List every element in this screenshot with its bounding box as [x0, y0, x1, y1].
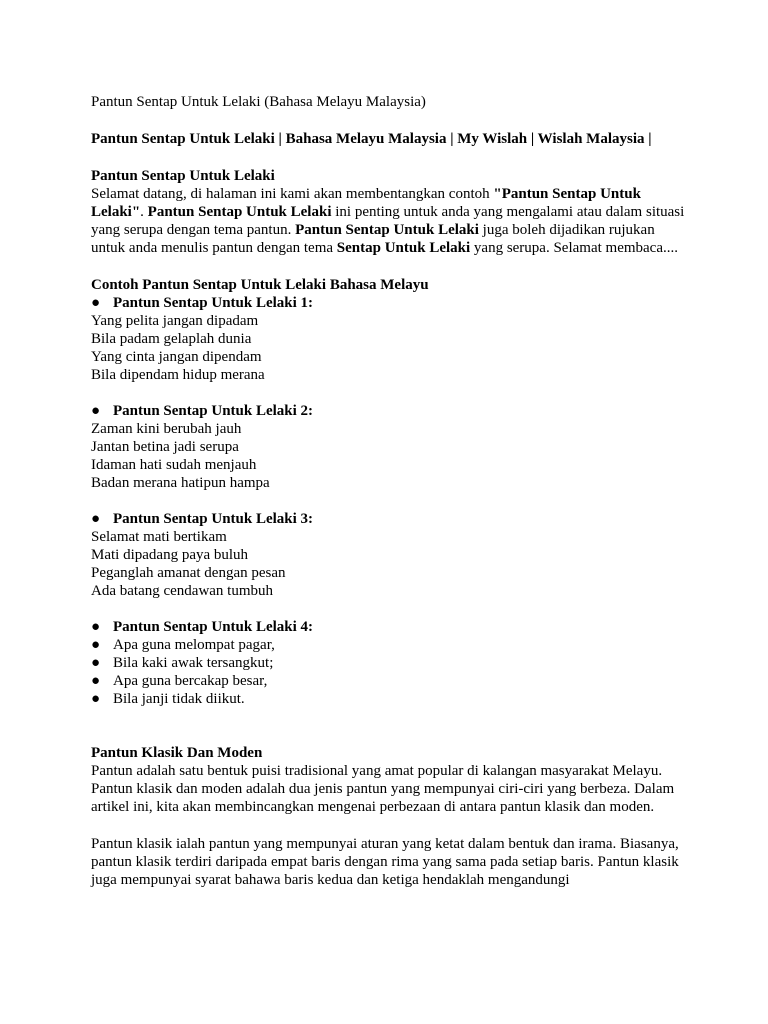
intro-bold-3: Pantun Sentap Untuk Lelaki — [295, 222, 479, 238]
pantun-bullet-line — [91, 672, 691, 690]
pantun-2-title — [91, 402, 691, 420]
intro-bold-4: Sentap Untuk Lelaki — [336, 240, 471, 256]
pantun-4 — [91, 618, 691, 708]
bullet-icon: ● — [91, 619, 101, 635]
pantun-line: Zaman kini berubah jauh — [91, 421, 242, 437]
intro-bold-1: "Pantun Sentap Untuk Lelaki" — [91, 186, 641, 220]
pantun-line: Apa guna melompat pagar, — [113, 637, 275, 653]
pantun-4-title — [91, 618, 691, 636]
pantun-line: Bila padam gelaplah dunia — [91, 331, 252, 347]
pantun-title-text: Pantun Sentap Untuk Lelaki 2: — [113, 403, 314, 419]
bullet-icon: ● — [91, 655, 101, 671]
bullet-icon: ● — [91, 295, 101, 311]
examples-heading: Contoh Pantun Sentap Untuk Lelaki Bahasa Melayu — [91, 277, 429, 293]
intro-bold-2: Pantun Sentap Untuk Lelaki — [147, 204, 332, 220]
pantun-1 — [91, 294, 691, 384]
pantun-line: Jantan betina jadi serupa — [91, 439, 239, 455]
document-title: Pantun Sentap Untuk Lelaki (Bahasa Melayu Malaysia) — [91, 94, 426, 110]
pantun-2 — [91, 402, 691, 492]
bullet-icon: ● — [91, 673, 101, 689]
pantun-line: Peganglah amanat dengan pesan — [91, 565, 286, 581]
intro-text-1: Selamat datang, di halaman ini kami akan membentangkan contoh — [91, 186, 494, 202]
intro-heading: Pantun Sentap Untuk Lelaki — [91, 168, 275, 184]
pantun-line: Badan merana hatipun hampa — [91, 475, 270, 491]
pantun-line: Bila dipendam hidup merana — [91, 367, 265, 383]
klasik-paragraph-1: Pantun adalah satu bentuk puisi tradisional yang amat popular di kalangan masyarakat Melayu. Pantun klasik dan moden adalah dua jenis pantun yang mempunyai ciri-ciri yang berbeza. Dalam artikel ini, kita akan membincangkan mengenai perbezaan di antara pantun klasik dan moden. — [91, 763, 675, 815]
document-subtitle: Pantun Sentap Untuk Lelaki | Bahasa Melayu Malaysia | My Wislah | Wislah Malaysia | — [91, 131, 652, 147]
intro-text-4: juga boleh dijadikan rujukan untuk anda menulis pantun dengan tema — [91, 222, 655, 256]
intro-text-2: . — [140, 204, 148, 220]
bullet-icon: ● — [91, 691, 101, 707]
pantun-line: Mati dipadang paya buluh — [91, 547, 249, 563]
pantun-bullet-line — [91, 690, 691, 708]
document-page — [91, 93, 691, 908]
bullet-icon: ● — [91, 511, 101, 527]
pantun-line: Yang pelita jangan dipadam — [91, 313, 259, 329]
pantun-bullet-line — [91, 654, 691, 672]
pantun-bullet-line — [91, 636, 691, 654]
pantun-3 — [91, 510, 691, 600]
pantun-line: Ada batang cendawan tumbuh — [91, 583, 274, 599]
klasik-heading: Pantun Klasik Dan Moden — [91, 745, 263, 761]
bullet-icon: ● — [91, 637, 101, 653]
pantun-line: Bila kaki awak tersangkut; — [113, 655, 274, 671]
pantun-line: Bila janji tidak diikut. — [113, 691, 245, 707]
pantun-line: Apa guna bercakap besar, — [113, 673, 268, 689]
pantun-line: Idaman hati sudah menjauh — [91, 457, 257, 473]
pantun-title-text: Pantun Sentap Untuk Lelaki 1: — [113, 295, 314, 311]
pantun-title-text: Pantun Sentap Untuk Lelaki 4: — [113, 619, 314, 635]
intro-text-3: ini penting untuk anda yang mengalami atau dalam situasi yang serupa dengan tema pantun. — [91, 204, 685, 238]
pantun-1-title — [91, 294, 691, 312]
intro-paragraph — [91, 185, 691, 257]
pantun-line: Yang cinta jangan dipendam — [91, 349, 262, 365]
intro-text-5: yang serupa. Selamat membaca.... — [470, 240, 678, 256]
pantun-line: Selamat mati bertikam — [91, 529, 227, 545]
pantun-title-text: Pantun Sentap Untuk Lelaki 3: — [113, 511, 314, 527]
bullet-icon: ● — [91, 403, 101, 419]
pantun-3-title — [91, 510, 691, 528]
klasik-paragraph-2: Pantun klasik ialah pantun yang mempunyai aturan yang ketat dalam bentuk dan irama. Biasanya, pantun klasik terdiri daripada empat baris dengan rima yang sama pada setiap baris. Pantun klasik juga mempunyai syarat bahawa baris kedua dan ketiga hendaklah mengandungi — [91, 836, 679, 888]
